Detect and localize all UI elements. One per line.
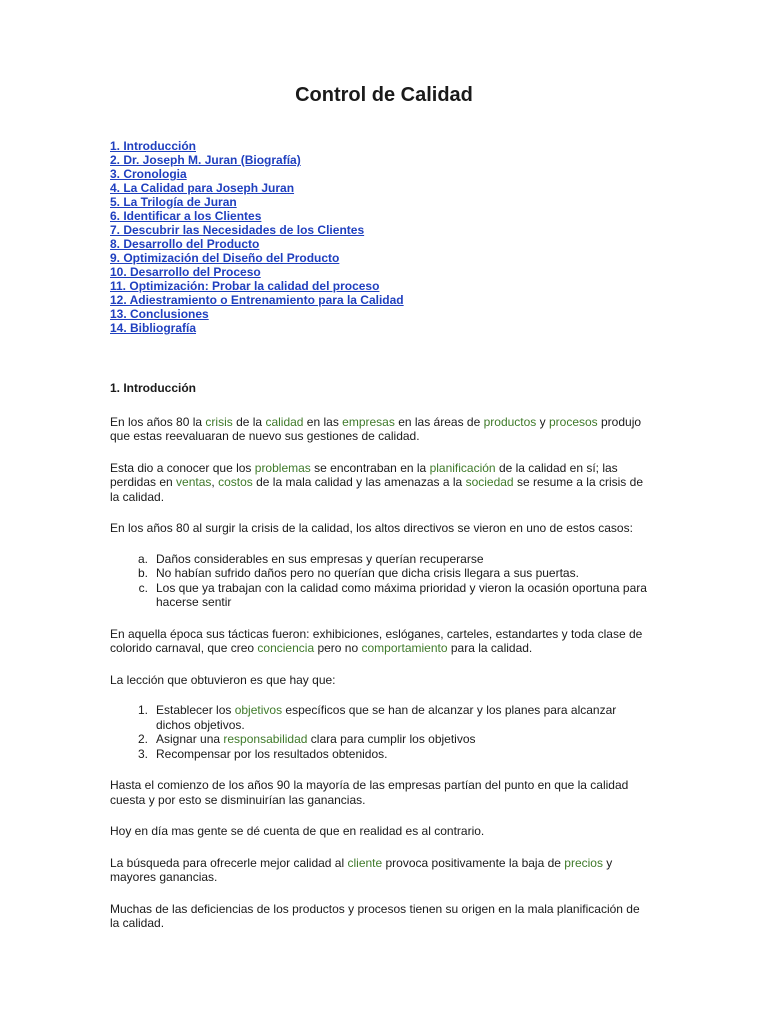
keyword-link[interactable]: planificación [429, 460, 496, 475]
text: para la calidad. [447, 641, 533, 655]
text: , [211, 475, 219, 489]
keyword-link[interactable]: cliente [347, 855, 383, 870]
toc-item [110, 321, 404, 335]
toc-item [110, 307, 404, 321]
toc-item [110, 237, 404, 251]
text: de la mala calidad y las amenazas a la [252, 475, 466, 489]
keyword-link[interactable]: costos [218, 475, 253, 489]
keyword-link[interactable]: calidad [265, 414, 304, 429]
text: y mayores ganancias. [110, 855, 613, 884]
keyword-link[interactable]: ventas [176, 475, 212, 489]
keyword-link[interactable]: sociedad [465, 475, 514, 489]
toc-item [110, 153, 404, 167]
paragraph: Hasta el comienzo de los años 90 la mayoría de las empresas partían del punto en que la calidad cuesta y por esto se disminuirían las ganancias. [110, 778, 629, 807]
list-marker: b. [137, 566, 148, 580]
toc-item [110, 279, 404, 293]
list-item-text [156, 732, 650, 747]
text: se resume a la crisis de la calidad. [110, 475, 643, 504]
toc-link-cronologia[interactable]: 3. Cronologia [110, 167, 187, 181]
text: Asignar una [156, 732, 224, 746]
paragraph [110, 461, 650, 505]
list-item-text: Daños considerables en sus empresas y querían recuperarse [156, 551, 484, 566]
toc-link-necesidades[interactable]: 7. Descubrir las Necesidades de los Clientes [110, 223, 365, 237]
list-item [110, 552, 650, 567]
keyword-link[interactable]: productos [483, 414, 537, 429]
main-content [110, 381, 650, 931]
paragraph: En los años 80 al surgir la crisis de la calidad, los altos directivos se vieron en uno de estos casos: [110, 521, 633, 535]
text: Establecer los [156, 703, 235, 717]
list-item-text: No habían sufrido daños pero no querían que dicha crisis llegara a sus puertas. [156, 566, 579, 580]
paragraph: La lección que obtuvieron es que hay que: [110, 672, 336, 687]
toc-item [110, 167, 404, 181]
toc-link-biografia[interactable]: 2. Dr. Joseph M. Juran (Biografía) [110, 153, 301, 167]
toc-link-trilogia[interactable]: 5. La Trilogía de Juran [110, 195, 237, 209]
toc-link-calidad-juran[interactable]: 4. La Calidad para Joseph Juran [110, 181, 295, 195]
paragraph: Hoy en día mas gente se dé cuenta de que en realidad es al contrario. [110, 824, 485, 838]
list-marker: 2. [137, 732, 148, 746]
text: en las [303, 414, 343, 429]
paragraph: Muchas de las deficiencias de los productos y procesos tienen su origen en la mala planificación de la calidad. [110, 901, 640, 930]
toc-item [110, 139, 404, 153]
text: se encontraban en la [310, 460, 430, 475]
toc-item [110, 195, 404, 209]
table-of-contents [110, 139, 404, 335]
numbered-list [110, 703, 650, 761]
keyword-link[interactable]: crisis [205, 414, 233, 429]
toc-link-identificar-clientes[interactable]: 6. Identificar a los Clientes [110, 209, 262, 223]
keyword-link[interactable]: procesos [548, 414, 598, 429]
paragraph [110, 856, 650, 885]
toc-item [110, 181, 404, 195]
document-title: Control de Calidad [295, 84, 473, 106]
text: provoca positivamente la baja de [382, 855, 565, 870]
list-item-text: Los que ya trabajan con la calidad como máxima prioridad y vieron la ocasión oportuna para hacerse sentir [156, 580, 647, 609]
text: de la calidad en sí; las perdidas en [110, 460, 618, 489]
keyword-link[interactable]: responsabilidad [223, 732, 308, 746]
text: Esta dio a conocer que los [110, 460, 255, 475]
list-item [110, 703, 650, 732]
text: y [536, 414, 549, 429]
toc-link-adiestramiento[interactable]: 12. Adiestramiento o Entrenamiento para la Calidad [110, 293, 404, 307]
text: En los años 80 la [110, 414, 206, 429]
toc-link-desarrollo-producto[interactable]: 8. Desarrollo del Producto [110, 237, 260, 251]
lettered-list [110, 552, 650, 610]
list-item-text [156, 703, 650, 732]
toc-link-bibliografia[interactable]: 14. Bibliografía [110, 321, 197, 335]
paragraph [110, 627, 650, 656]
toc-link-conclusiones[interactable]: 13. Conclusiones [110, 307, 209, 321]
keyword-link[interactable]: empresas [342, 414, 395, 429]
keyword-link[interactable]: precios [564, 855, 603, 870]
keyword-link[interactable]: objetivos [234, 703, 283, 717]
text: produjo que estas reevaluaran de nuevo sus gestiones de calidad. [110, 414, 642, 443]
text: específicos que se han de alcanzar y los planes para alcanzar dichos objetivos. [156, 703, 617, 732]
list-marker: c. [138, 580, 148, 595]
toc-item [110, 251, 404, 265]
list-marker: a. [137, 551, 148, 566]
toc-item [110, 265, 404, 279]
list-item [110, 581, 650, 610]
list-item [110, 732, 650, 747]
keyword-link[interactable]: problemas [254, 460, 311, 475]
toc-item [110, 293, 404, 307]
list-item-text: Recompensar por los resultados obtenidos. [156, 746, 388, 761]
list-item [110, 747, 650, 762]
toc-link-optimizacion-diseno[interactable]: 9. Optimización del Diseño del Producto [110, 251, 340, 265]
text: clara para cumplir los objetivos [307, 732, 476, 746]
list-marker: 1. [137, 703, 148, 717]
list-item [110, 566, 650, 581]
paragraph [110, 415, 650, 444]
toc-link-introduccion[interactable]: 1. Introducción [110, 139, 197, 153]
keyword-link[interactable]: conciencia [257, 641, 315, 655]
toc-item [110, 223, 404, 237]
text: pero no [314, 641, 362, 655]
text: En aquella época sus tácticas fueron: exhibiciones, eslóganes, carteles, estandartes y toda clase de colorido carnaval, que creo [110, 626, 643, 655]
list-marker: 3. [137, 746, 148, 761]
text: La búsqueda para ofrecerle mejor calidad al [110, 855, 348, 870]
toc-link-optimizacion-proceso[interactable]: 11. Optimización: Probar la calidad del proceso [110, 279, 380, 293]
keyword-link[interactable]: comportamiento [361, 641, 448, 655]
toc-link-desarrollo-proceso[interactable]: 10. Desarrollo del Proceso [110, 265, 261, 279]
section-heading: 1. Introducción [110, 381, 197, 395]
text: de la [232, 414, 266, 429]
text: en las áreas de [394, 414, 484, 429]
toc-item [110, 209, 404, 223]
